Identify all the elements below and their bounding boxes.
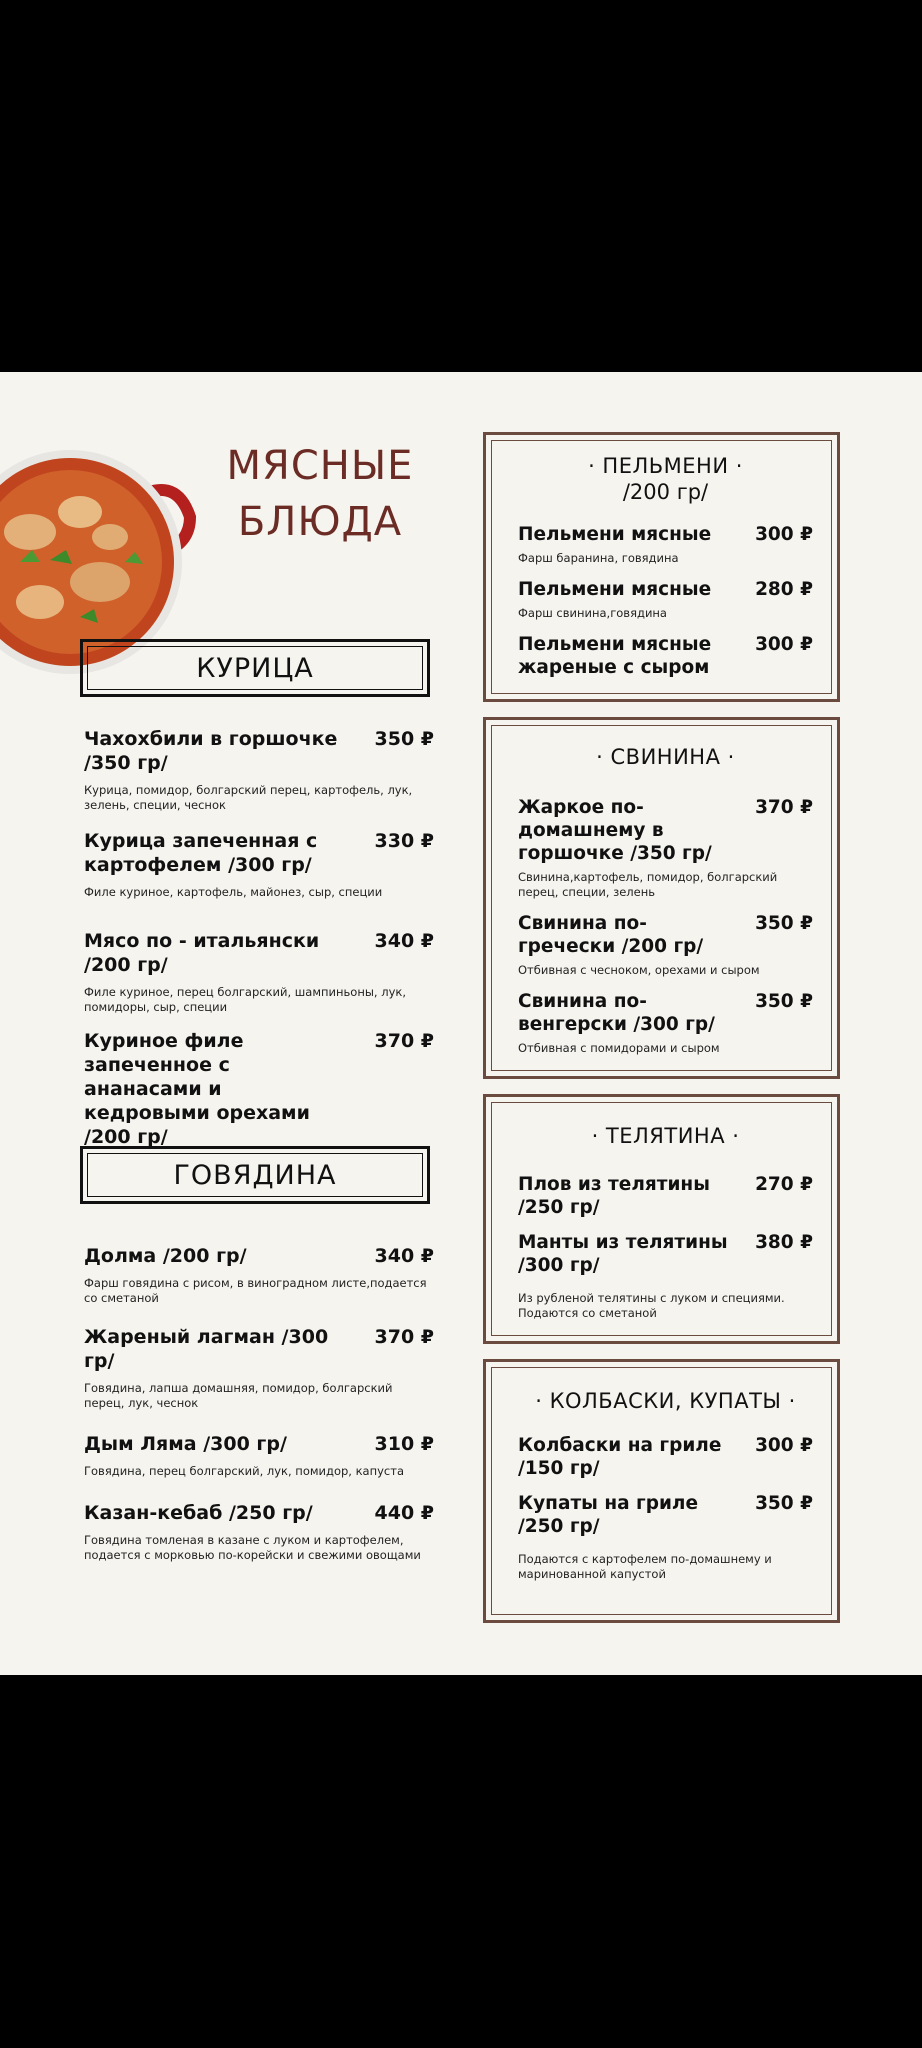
- pelmeni-item-1: [518, 523, 813, 566]
- title-line-1: МЯСНЫЕ: [226, 443, 414, 489]
- item-price: 300 ₽: [755, 634, 813, 655]
- beef-section-heading: [80, 1146, 430, 1204]
- beef-heading-label: ГОВЯДИНА: [87, 1153, 423, 1197]
- item-name: Казан-кебаб /250 гр/: [84, 1502, 313, 1524]
- item-description: Говядина томленая в казане с луком и картофелем, подается с морковью по-корейски и свежими овощами: [84, 1533, 421, 1562]
- sausages-item-2: [518, 1492, 813, 1538]
- item-name: Курица запеченная с картофелем /300 гр/: [84, 830, 318, 876]
- menu-page: [0, 372, 922, 1675]
- pelmeni-item-3: [518, 633, 813, 679]
- item-name: Свинина по-венгерски /300 гр/: [518, 991, 715, 1035]
- pelmeni-heading: · ПЕЛЬМЕНИ ·: [588, 454, 743, 478]
- item-name: Жаркое по-домашнему в горшочке /350 гр/: [518, 797, 712, 864]
- item-price: 350 ₽: [755, 1493, 813, 1514]
- chicken-item-4: [84, 1029, 434, 1149]
- beef-item-2: [84, 1325, 434, 1411]
- item-price: 330 ₽: [374, 830, 434, 852]
- pork-heading: · СВИНИНА ·: [596, 745, 735, 769]
- item-name: Чахохбили в горшочке /350 гр/: [84, 728, 338, 774]
- item-description: Курица, помидор, болгарский перец, картофель, лук, зелень, специи, чеснок: [84, 783, 413, 812]
- item-name: Пельмени мясные: [518, 524, 712, 545]
- sausages-note: Подаются с картофелем по-домашнему и маринованной капустой: [518, 1552, 772, 1581]
- pork-item-3: [518, 990, 813, 1056]
- item-price: 270 ₽: [755, 1174, 813, 1195]
- item-name: Купаты на гриле /250 гр/: [518, 1493, 699, 1537]
- chicken-item-2: [84, 829, 434, 900]
- item-description: Отбивная с чесноком, орехами и сыром: [518, 963, 760, 977]
- chicken-section-heading: [80, 639, 430, 697]
- veal-item-2: [518, 1231, 813, 1277]
- item-price: 280 ₽: [755, 579, 813, 600]
- item-name: Куриное филе запеченное с ананасами и кедровыми орехами /200 гр/: [84, 1030, 310, 1148]
- item-description: Говядина, перец болгарский, лук, помидор, капуста: [84, 1464, 404, 1478]
- veal-note: Из рубленой телятины с луком и специями. Подаются со сметаной: [518, 1291, 785, 1320]
- beef-item-1: [84, 1244, 434, 1306]
- item-description: Филе куриное, картофель, майонез, сыр, специи: [84, 885, 383, 899]
- item-name: Плов из телятины /250 гр/: [518, 1174, 710, 1218]
- item-name: Дым Ляма /300 гр/: [84, 1433, 287, 1455]
- item-name: Пельмени мясные: [518, 579, 712, 600]
- item-price: 340 ₽: [374, 930, 434, 952]
- item-price: 350 ₽: [755, 913, 813, 934]
- item-description: Свинина,картофель, помидор, болгарский перец, специи, зелень: [518, 870, 778, 899]
- pelmeni-item-2: [518, 578, 813, 621]
- left-column: [0, 372, 470, 1675]
- pork-card: [483, 717, 840, 1079]
- veal-item-1: [518, 1173, 813, 1219]
- item-description: Отбивная с помидорами и сыром: [518, 1041, 720, 1055]
- item-price: 340 ₽: [374, 1245, 434, 1267]
- item-description: Филе куриное, перец болгарский, шампиньоны, лук, помидоры, сыр, специи: [84, 985, 407, 1014]
- beef-item-3: [84, 1432, 434, 1479]
- page-title: [195, 438, 445, 550]
- chicken-item-3: [84, 929, 434, 1015]
- sausages-heading: · КОЛБАСКИ, КУПАТЫ ·: [535, 1389, 796, 1413]
- item-price: 370 ₽: [374, 1326, 434, 1348]
- item-price: 300 ₽: [755, 524, 813, 545]
- chicken-heading-label: КУРИЦА: [87, 646, 423, 690]
- item-name: Долма /200 гр/: [84, 1245, 247, 1267]
- item-price: 350 ₽: [755, 991, 813, 1012]
- item-description: Фарш говядина с рисом, в виноградном листе,подается со сметаной: [84, 1276, 427, 1305]
- pelmeni-card: [483, 432, 840, 702]
- item-name: Пельмени мясные жареные с сыром: [518, 634, 712, 678]
- item-description: Фарш баранина, говядина: [518, 551, 679, 565]
- item-name: Мясо по - итальянски /200 гр/: [84, 930, 320, 976]
- item-name: Манты из телятины /300 гр/: [518, 1232, 728, 1276]
- pork-item-1: [518, 796, 813, 900]
- beef-item-4: [84, 1501, 434, 1563]
- title-line-2: БЛЮДА: [237, 499, 403, 545]
- sausages-item-1: [518, 1434, 813, 1480]
- veal-card: [483, 1094, 840, 1344]
- item-description: Фарш свинина,говядина: [518, 606, 667, 620]
- item-price: 370 ₽: [374, 1030, 434, 1052]
- item-price: 380 ₽: [755, 1232, 813, 1253]
- veal-heading: · ТЕЛЯТИНА ·: [591, 1124, 740, 1148]
- pelmeni-subheading: /200 гр/: [622, 480, 709, 504]
- item-name: Колбаски на гриле /150 гр/: [518, 1435, 722, 1479]
- item-name: Жареный лагман /300 гр/: [84, 1326, 329, 1372]
- item-name: Свинина по-гречески /200 гр/: [518, 913, 704, 957]
- item-description: Говядина, лапша домашняя, помидор, болгарский перец, лук, чеснок: [84, 1381, 393, 1410]
- item-price: 310 ₽: [374, 1433, 434, 1455]
- item-price: 350 ₽: [374, 728, 434, 750]
- item-price: 440 ₽: [374, 1502, 434, 1524]
- pork-item-2: [518, 912, 813, 978]
- chicken-item-1: [84, 727, 434, 813]
- item-price: 370 ₽: [755, 797, 813, 818]
- item-price: 300 ₽: [755, 1435, 813, 1456]
- right-column: [483, 432, 840, 1638]
- sausages-card: [483, 1359, 840, 1623]
